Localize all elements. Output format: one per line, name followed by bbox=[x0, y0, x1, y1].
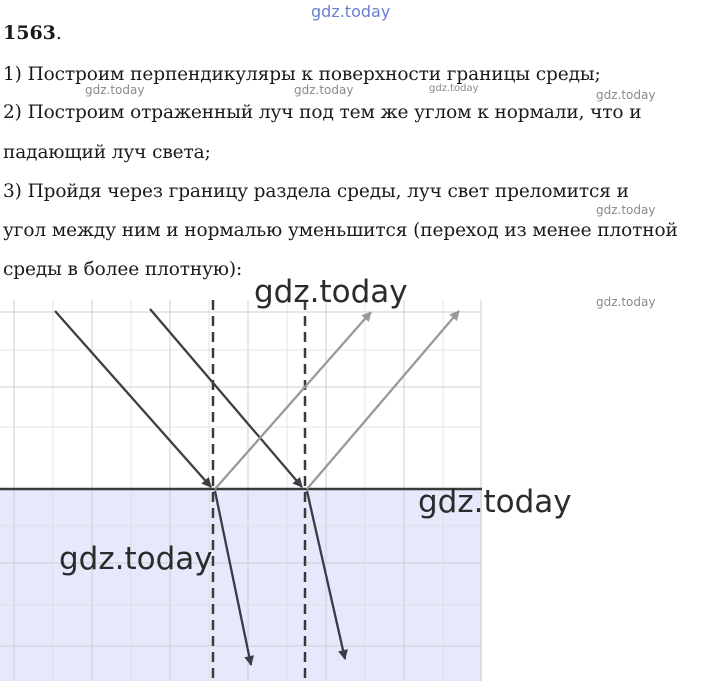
watermark-small-3: gdz.today bbox=[429, 83, 479, 94]
watermark-small-4: gdz.today bbox=[596, 88, 656, 102]
watermark-large-1: gdz.today bbox=[254, 274, 408, 310]
watermark-small-5: gdz.today bbox=[596, 203, 656, 217]
step-2-cont: падающий луч света; bbox=[3, 142, 211, 163]
refraction-diagram bbox=[0, 300, 490, 681]
step-1-line: 1) Построим перпендикуляры к поверхности границы среды; bbox=[3, 64, 601, 85]
step-3-cont-1: угол между ним и нормалью уменьшится (переход из менее плотной bbox=[3, 220, 678, 241]
watermark-small-2: gdz.today bbox=[294, 83, 354, 97]
watermark-large-2: gdz.today bbox=[418, 484, 572, 520]
reflected-ray-1 bbox=[215, 312, 371, 489]
step-2-line: 2) Построим отраженный луч под тем же углом к нормали, что и bbox=[3, 102, 642, 123]
problem-number-dot: . bbox=[55, 22, 62, 44]
step-3-cont-2: среды в более плотную): bbox=[3, 259, 243, 280]
problem-number bbox=[3, 22, 62, 44]
watermark-large-3: gdz.today bbox=[59, 541, 213, 577]
incident-ray-1 bbox=[55, 311, 211, 487]
problem-number-value: 1563 bbox=[3, 22, 56, 44]
watermark-top: gdz.today bbox=[311, 2, 391, 21]
watermark-small-1: gdz.today bbox=[85, 83, 145, 97]
incident-ray-2 bbox=[150, 309, 302, 487]
reflected-ray-2 bbox=[307, 311, 459, 489]
watermark-small-6: gdz.today bbox=[596, 295, 656, 309]
denser-medium-region bbox=[0, 489, 482, 681]
step-3-line: 3) Пройдя через границу раздела среды, луч свет преломится и bbox=[3, 181, 629, 202]
